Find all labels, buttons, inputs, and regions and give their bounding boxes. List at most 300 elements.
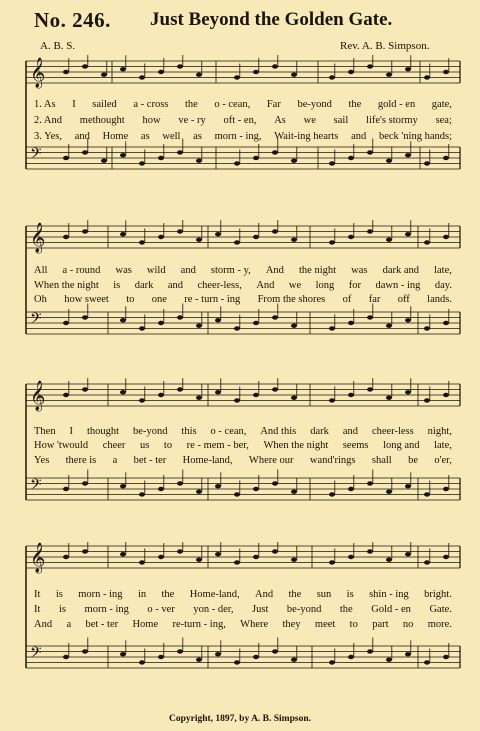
lyric-syllable: It: [34, 589, 41, 600]
music-system-2: [0, 220, 480, 370]
note-head: [443, 487, 449, 491]
note-head: [253, 655, 259, 659]
note-head: [196, 658, 202, 662]
lyric-syllable: was: [351, 265, 368, 276]
lyric-syllable: day.: [434, 280, 452, 291]
lyric-syllable: Where: [240, 619, 269, 630]
lyric-syllable: re - mem - ber,: [186, 440, 249, 451]
lyric-syllable: And: [34, 619, 53, 630]
lyric-syllable: cheer-less,: [197, 280, 242, 291]
note-head: [348, 235, 354, 239]
note-head: [196, 324, 202, 328]
lyric-syllable: dark: [310, 426, 329, 437]
lyric-syllable: From the shores: [257, 294, 326, 305]
treble-clef-icon: 𝄞: [30, 223, 46, 253]
note-head: [291, 73, 297, 77]
lyric-syllable: Just: [252, 604, 269, 615]
treble-clef-icon: 𝄞: [30, 543, 46, 573]
note-head: [367, 649, 373, 653]
note-head: [443, 655, 449, 659]
lyric-syllable: shin - ing: [369, 589, 409, 600]
lyric-syllable: Home: [102, 131, 129, 142]
note-head: [348, 70, 354, 74]
lyric-line-3: [34, 619, 452, 630]
note-head: [272, 64, 278, 68]
lyric-syllable: ve - ry: [178, 115, 206, 126]
note-head: [405, 652, 411, 656]
note-head: [177, 64, 183, 68]
lyric-syllable: beck 'ning hands;: [378, 131, 452, 142]
note-head: [253, 393, 259, 397]
lyric-syllable: the night: [299, 265, 337, 276]
note-head: [215, 390, 221, 394]
note-head: [253, 70, 259, 74]
note-head: [63, 655, 69, 659]
lyric-syllable: 1. As: [34, 99, 56, 110]
note-head: [101, 73, 107, 77]
music-credit: A. B. S.: [40, 40, 76, 52]
lyric-syllable: how: [142, 115, 161, 126]
note-head: [158, 70, 164, 74]
lyric-syllable: storm - y,: [210, 265, 251, 276]
note-head: [329, 492, 335, 496]
lyric-syllable: there is: [65, 455, 97, 466]
note-head: [63, 70, 69, 74]
note-head: [348, 321, 354, 325]
lyric-syllable: be-yond: [286, 604, 322, 615]
note-head: [443, 393, 449, 397]
note-head: [367, 481, 373, 485]
lyric-syllable: well: [162, 131, 181, 142]
lyric-syllable: bet - ter: [85, 619, 119, 630]
note-head: [82, 315, 88, 319]
note-head: [367, 549, 373, 553]
lyric-syllable: late,: [434, 440, 452, 451]
lyric-syllable: part: [372, 619, 389, 630]
note-head: [82, 649, 88, 653]
lyric-syllable: sailed: [92, 99, 117, 110]
note-head: [196, 159, 202, 163]
lyric-line-3: [34, 294, 452, 305]
note-head: [234, 240, 240, 244]
note-head: [386, 658, 392, 662]
note-head: [120, 390, 126, 394]
note-head: [386, 73, 392, 77]
lyric-syllable: bright.: [424, 589, 452, 600]
note-head: [348, 393, 354, 397]
lyric-syllable: in: [137, 589, 147, 600]
lyric-syllable: is: [55, 589, 63, 600]
lyric-syllable: And: [256, 280, 275, 291]
lyric-syllable: seems: [342, 440, 369, 451]
lyric-syllable: life's stormy: [366, 115, 418, 126]
lyric-syllable: Gate.: [429, 604, 452, 615]
lyric-line-2: [34, 440, 452, 451]
lyric-line-3: [34, 131, 452, 142]
lyric-syllable: one: [151, 294, 167, 305]
note-head: [291, 658, 297, 662]
lyric-syllable: sea;: [435, 115, 452, 126]
lyric-syllable: to: [163, 440, 173, 451]
lyric-syllable: meet: [314, 619, 336, 630]
note-head: [253, 156, 259, 160]
lyric-syllable: When the night: [263, 440, 329, 451]
lyric-syllable: And this: [260, 426, 297, 437]
lyric-syllable: gold - en: [377, 99, 416, 110]
note-head: [443, 235, 449, 239]
note-head: [386, 159, 392, 163]
lyric-syllable: is: [346, 589, 354, 600]
note-head: [405, 232, 411, 236]
note-head: [424, 326, 430, 330]
lyric-syllable: Where our: [248, 455, 294, 466]
note-head: [424, 660, 430, 664]
lyric-syllable: All: [34, 265, 48, 276]
note-head: [405, 67, 411, 71]
note-head: [386, 490, 392, 494]
note-head: [158, 555, 164, 559]
bass-clef-icon: 𝄢: [30, 644, 42, 665]
lyric-syllable: wild: [146, 265, 166, 276]
note-head: [63, 321, 69, 325]
note-head: [82, 150, 88, 154]
note-head: [272, 387, 278, 391]
note-head: [82, 387, 88, 391]
note-head: [158, 393, 164, 397]
note-head: [139, 560, 145, 564]
note-head: [196, 73, 202, 77]
hymn-number: No. 246.: [34, 8, 111, 32]
lyric-syllable: oft - en,: [223, 115, 257, 126]
lyric-syllable: was: [115, 265, 132, 276]
note-head: [82, 481, 88, 485]
note-head: [367, 64, 373, 68]
note-head: [253, 555, 259, 559]
note-head: [443, 555, 449, 559]
lyric-syllable: Home-land,: [182, 455, 233, 466]
lyric-syllable: methought: [79, 115, 125, 126]
note-head: [424, 161, 430, 165]
lyric-syllable: how sweet: [64, 294, 109, 305]
lyric-syllable: Then: [34, 426, 56, 437]
note-head: [139, 326, 145, 330]
note-head: [329, 326, 335, 330]
note-head: [63, 235, 69, 239]
hymn-title: Just Beyond the Golden Gate.: [150, 9, 393, 30]
lyric-syllable: be: [408, 455, 418, 466]
note-head: [234, 492, 240, 496]
lyric-syllable: 2. And: [34, 115, 63, 126]
lyric-syllable: the: [288, 589, 302, 600]
note-head: [139, 398, 145, 402]
note-head: [158, 655, 164, 659]
lyric-syllable: 3. Yes,: [34, 131, 63, 142]
note-head: [196, 490, 202, 494]
lyric-syllable: we: [288, 280, 302, 291]
note-head: [291, 558, 297, 562]
lyric-syllable: bet - ter: [133, 455, 167, 466]
note-head: [291, 324, 297, 328]
lyric-syllable: night,: [427, 426, 452, 437]
note-head: [120, 652, 126, 656]
lyric-line-3: [34, 455, 452, 466]
lyric-syllable: we: [303, 115, 316, 126]
note-head: [424, 398, 430, 402]
lyric-line-2: [34, 115, 452, 126]
treble-clef-icon: 𝄞: [30, 58, 46, 88]
note-head: [272, 229, 278, 233]
note-head: [443, 321, 449, 325]
lyric-syllable: as: [193, 131, 202, 142]
lyric-syllable: late,: [434, 265, 452, 276]
lyric-syllable: o - cean,: [214, 99, 251, 110]
note-head: [367, 150, 373, 154]
lyric-syllable: morn - ing: [84, 604, 129, 615]
lyric-line-1: [34, 589, 452, 600]
lyric-syllable: to: [126, 294, 135, 305]
note-head: [329, 560, 335, 564]
lyric-syllable: I: [72, 99, 76, 110]
note-head: [215, 318, 221, 322]
lyric-syllable: of: [342, 294, 352, 305]
lyric-syllable: morn - ing: [78, 589, 123, 600]
note-head: [405, 552, 411, 556]
lyric-syllable: and: [167, 280, 183, 291]
note-head: [120, 552, 126, 556]
lyric-syllable: It: [34, 604, 41, 615]
lyric-syllable: a: [112, 455, 118, 466]
note-head: [329, 660, 335, 664]
note-head: [329, 240, 335, 244]
lyric-syllable: dark and: [382, 265, 420, 276]
lyric-syllable: long: [315, 280, 335, 291]
lyric-syllable: far: [368, 294, 381, 305]
lyric-syllable: more.: [427, 619, 452, 630]
lyric-syllable: the: [184, 99, 198, 110]
note-head: [120, 153, 126, 157]
lyric-line-1: [34, 99, 452, 110]
note-head: [329, 161, 335, 165]
lyric-syllable: sun: [316, 589, 332, 600]
note-head: [291, 238, 297, 242]
lyric-syllable: and: [342, 426, 358, 437]
note-head: [443, 70, 449, 74]
lyric-syllable: dark: [134, 280, 154, 291]
note-head: [405, 153, 411, 157]
note-head: [82, 549, 88, 553]
note-head: [234, 75, 240, 79]
lyric-syllable: off: [397, 294, 410, 305]
note-head: [139, 75, 145, 79]
lyric-syllable: and: [351, 131, 367, 142]
note-head: [348, 156, 354, 160]
lyric-syllable: o - ver: [147, 604, 175, 615]
lyric-syllable: they: [282, 619, 301, 630]
note-head: [405, 390, 411, 394]
lyric-syllable: for: [348, 280, 361, 291]
note-head: [272, 549, 278, 553]
note-head: [234, 161, 240, 165]
note-head: [215, 232, 221, 236]
note-head: [234, 326, 240, 330]
note-head: [139, 240, 145, 244]
note-head: [139, 660, 145, 664]
music-system-4: [0, 542, 480, 707]
lyric-syllable: Yes: [34, 455, 50, 466]
note-head: [367, 315, 373, 319]
note-head: [215, 652, 221, 656]
lyric-syllable: As: [274, 115, 286, 126]
lyric-syllable: dawn - ing: [375, 280, 421, 291]
note-head: [234, 398, 240, 402]
lyric-syllable: Oh: [34, 294, 47, 305]
lyric-syllable: the: [339, 604, 353, 615]
note-head: [386, 558, 392, 562]
lyric-syllable: morn - ing,: [214, 131, 262, 142]
lyric-syllable: And: [265, 265, 284, 276]
lyric-syllable: is: [113, 280, 121, 291]
lyric-syllable: thought: [86, 426, 120, 437]
note-head: [158, 487, 164, 491]
lyric-syllable: be-yond: [133, 426, 168, 437]
lyric-syllable: no: [402, 619, 414, 630]
note-head: [272, 315, 278, 319]
lyric-syllable: re - turn - ing: [184, 294, 241, 305]
note-head: [177, 649, 183, 653]
lyric-line-1: [34, 265, 452, 276]
bass-clef-icon: 𝄢: [30, 476, 42, 497]
note-head: [120, 67, 126, 71]
note-head: [139, 161, 145, 165]
note-head: [291, 396, 297, 400]
note-head: [63, 156, 69, 160]
lyric-line-2: [34, 604, 452, 615]
note-head: [82, 229, 88, 233]
treble-clef-icon: 𝄞: [30, 381, 46, 411]
note-head: [215, 552, 221, 556]
note-head: [386, 324, 392, 328]
lyric-syllable: How 'twould: [34, 440, 89, 451]
lyric-syllable: sail: [333, 115, 349, 126]
lyric-line-1: [34, 426, 452, 437]
note-head: [215, 484, 221, 488]
note-head: [253, 487, 259, 491]
bass-clef-icon: 𝄢: [30, 310, 42, 331]
note-head: [196, 396, 202, 400]
note-head: [63, 555, 69, 559]
lyric-syllable: When the night: [34, 280, 99, 291]
note-head: [63, 487, 69, 491]
lyric-syllable: gate,: [431, 99, 452, 110]
note-head: [196, 558, 202, 562]
lyric-syllable: re-turn - ing,: [172, 619, 226, 630]
note-head: [177, 549, 183, 553]
note-head: [424, 240, 430, 244]
lyric-syllable: Gold - en: [371, 604, 411, 615]
lyric-syllable: and: [74, 131, 90, 142]
note-head: [386, 238, 392, 242]
lyric-syllable: Far: [266, 99, 281, 110]
note-head: [348, 655, 354, 659]
bass-clef-icon: 𝄢: [30, 145, 42, 166]
note-head: [424, 492, 430, 496]
note-head: [120, 318, 126, 322]
note-head: [329, 398, 335, 402]
note-head: [386, 396, 392, 400]
lyric-syllable: o - cean,: [210, 426, 247, 437]
note-head: [177, 387, 183, 391]
lyric-syllable: a - cross: [133, 99, 169, 110]
note-head: [348, 555, 354, 559]
lyric-syllable: the: [348, 99, 362, 110]
note-head: [367, 229, 373, 233]
note-head: [253, 321, 259, 325]
note-head: [177, 150, 183, 154]
note-head: [348, 487, 354, 491]
lyric-syllable: is: [58, 604, 66, 615]
lyric-syllable: be-yond: [297, 99, 332, 110]
lyric-syllable: o'er,: [434, 455, 452, 466]
note-head: [234, 660, 240, 664]
note-head: [82, 64, 88, 68]
note-head: [367, 387, 373, 391]
note-head: [253, 235, 259, 239]
note-head: [291, 159, 297, 163]
lyric-syllable: I: [69, 426, 74, 437]
lyric-syllable: to: [349, 619, 358, 630]
lyric-syllable: wand'rings: [309, 455, 356, 466]
note-head: [405, 318, 411, 322]
lyric-syllable: cheer-less: [371, 426, 414, 437]
lyric-syllable: Home-land,: [189, 589, 240, 600]
note-head: [272, 481, 278, 485]
lyric-syllable: this: [181, 426, 197, 437]
lyric-syllable: as: [140, 131, 150, 142]
note-head: [120, 484, 126, 488]
lyric-syllable: cheer: [102, 440, 126, 451]
lyric-syllable: shall: [371, 455, 392, 466]
note-head: [272, 150, 278, 154]
lyric-syllable: yon - der,: [193, 604, 234, 615]
lyric-syllable: the: [161, 589, 175, 600]
note-head: [291, 490, 297, 494]
note-head: [443, 156, 449, 160]
music-system-3: [0, 378, 480, 538]
note-head: [63, 393, 69, 397]
lyric-syllable: a - round: [62, 265, 101, 276]
lyric-syllable: lands.: [427, 294, 452, 305]
note-head: [139, 492, 145, 496]
note-head: [177, 481, 183, 485]
staff-lines-treble-1: [0, 55, 480, 205]
lyric-syllable: long and: [383, 440, 420, 451]
lyric-line-2: [34, 280, 452, 291]
note-head: [158, 156, 164, 160]
note-head: [196, 238, 202, 242]
note-head: [424, 560, 430, 564]
lyric-syllable: a: [66, 619, 72, 630]
music-system-1: [0, 55, 480, 205]
note-head: [234, 560, 240, 564]
note-head: [177, 229, 183, 233]
note-head: [101, 159, 107, 163]
note-head: [329, 75, 335, 79]
lyric-syllable: and: [180, 265, 196, 276]
note-head: [158, 235, 164, 239]
note-head: [405, 484, 411, 488]
note-head: [158, 321, 164, 325]
lyric-syllable: us: [140, 440, 150, 451]
